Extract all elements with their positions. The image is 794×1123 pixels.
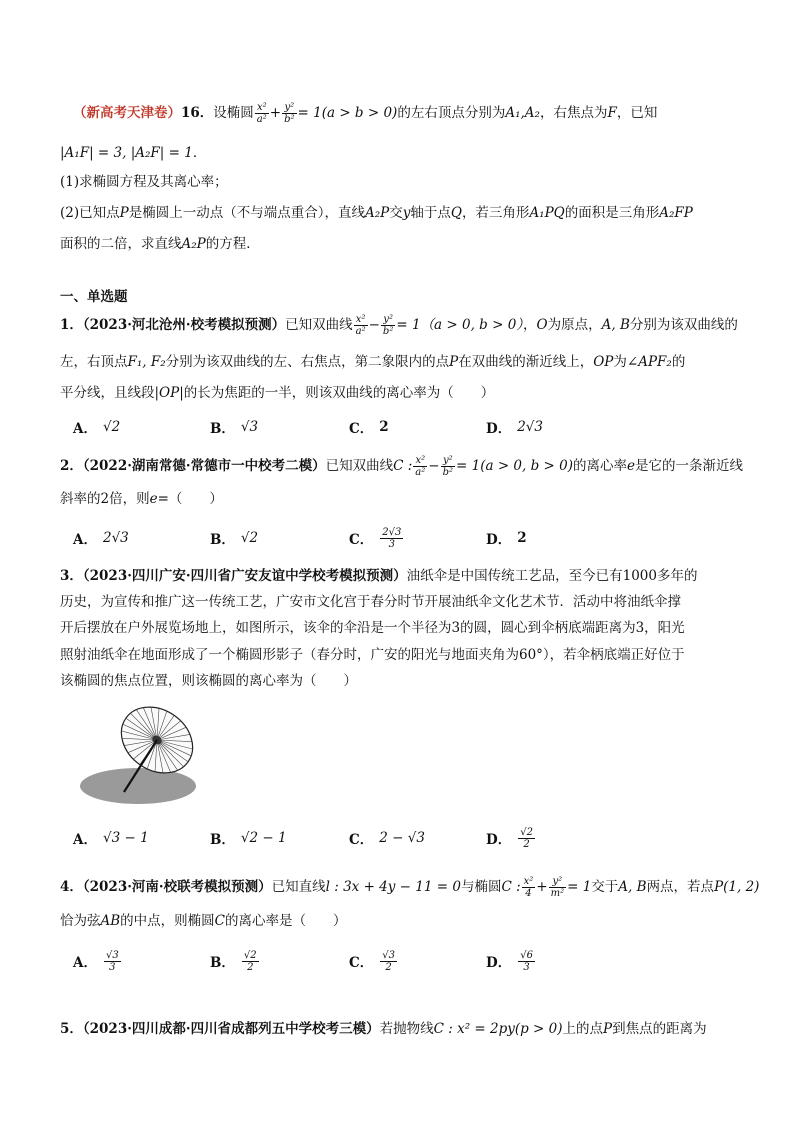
fraction-y2-b2 [441, 455, 455, 478]
q4-text: 与椭圆 [460, 879, 502, 895]
option-fraction [380, 527, 403, 550]
option-d[interactable] [486, 944, 536, 978]
option-value: √2 [240, 530, 259, 546]
q1-text: ， [523, 317, 537, 333]
equals-one: = 1 [567, 879, 592, 895]
chord-ab: AB [100, 913, 121, 929]
q1-text: 分别为该双曲线的左、右焦点，第二象限内的点 [165, 354, 450, 370]
frac-num: x² [413, 455, 427, 467]
frac-den: 2 [523, 838, 530, 850]
curve-c: C : [501, 879, 521, 895]
q1-condition: （a > 0, b > 0） [420, 317, 524, 333]
frac-num: √3 [382, 949, 395, 961]
option-fraction [518, 950, 535, 973]
frac-num: x² [523, 876, 534, 887]
option-label: B． [210, 532, 235, 548]
q2-text: 是它的一条渐近线 [635, 458, 743, 474]
q16-part2-line1 [60, 203, 720, 223]
q16-text: 的面积是三角形 [564, 205, 660, 221]
q16-text: 的方程． [205, 236, 260, 252]
point-q: Q [450, 205, 462, 221]
q1-line2 [60, 352, 720, 372]
option-fraction [242, 950, 259, 973]
curve-c: C : [393, 458, 413, 474]
q16-part1: (1)求椭圆方程及其离心率； [60, 174, 228, 190]
fraction-x2-a2 [255, 102, 269, 125]
frac-num: x² [354, 314, 368, 326]
option-label: D． [486, 532, 512, 548]
section-heading: 一、单选题 [60, 289, 128, 305]
q4-text: 两点，若点 [646, 879, 715, 895]
point-o: O [536, 317, 548, 333]
points-ab: A, B [601, 317, 630, 333]
q1-text: 已知双曲线 [285, 317, 353, 333]
q16-text: ，若三角形 [461, 205, 530, 221]
frac-den: 2 [385, 961, 392, 973]
q5-text: 若抛物线 [379, 1021, 434, 1037]
option-d[interactable] [486, 821, 536, 855]
option-d[interactable] [486, 521, 527, 555]
frac-num: √2 [243, 949, 257, 961]
q1-line3 [60, 383, 720, 403]
q16-text: ，右焦点为 [539, 105, 608, 121]
q1-text: 分别为该双曲线的 [629, 317, 738, 333]
frac-num: √6 [520, 949, 533, 961]
frac-den: b² [382, 326, 394, 337]
q1-text: 为 [613, 354, 627, 370]
option-b[interactable] [210, 410, 258, 444]
q2-line2 [60, 489, 720, 509]
point-p: P(1, 2) [714, 879, 760, 895]
q16-text: 是椭圆上一动点（不与端点重合），直线 [128, 205, 365, 221]
points-ab: A, B [618, 879, 647, 895]
q16-source: （新高考天津卷） [73, 105, 181, 121]
q4-line1 [60, 876, 760, 899]
q2-condition: (a > 0, b > 0) [480, 458, 573, 474]
option-value: 2 [379, 419, 389, 435]
q16-line2 [60, 143, 720, 163]
q1-text: 为原点， [547, 317, 602, 333]
fraction-x2-a2 [413, 455, 427, 478]
equals-one: = 1 [456, 458, 481, 474]
q2-line1 [60, 455, 743, 478]
frac-den: a² [415, 467, 426, 478]
point-p: P [449, 354, 459, 370]
q5-text: 上的点 [562, 1021, 604, 1037]
q4-head: 4．（2023·河南·校联考模拟预测） [60, 879, 272, 895]
option-value: √3 [240, 419, 259, 435]
option-value: √2 [102, 419, 121, 435]
q16-condition: (a > b > 0) [321, 105, 398, 121]
frac-num: y² [549, 876, 567, 888]
option-label: C． [349, 532, 374, 548]
option-value: 2 − √3 [379, 830, 425, 846]
option-b[interactable] [210, 821, 287, 855]
fraction-y2-m2 [549, 876, 567, 899]
q16-text: ，已知 [616, 105, 658, 121]
option-c[interactable] [349, 410, 389, 444]
q4-text: 交于 [591, 879, 619, 895]
frac-num: √3 [105, 949, 119, 961]
frac-num: y² [381, 314, 395, 326]
q16-focus: F [607, 105, 617, 121]
frac-num: y² [282, 102, 296, 114]
q1-text: 平分线，且线段 [60, 385, 155, 401]
angle-apf2: ∠APF₂ [626, 354, 672, 370]
q4-line2 [60, 911, 720, 931]
option-label: A． [73, 532, 97, 548]
option-a[interactable] [73, 944, 122, 978]
q4-text: 已知直线 [271, 879, 326, 895]
option-value: 2√3 [102, 530, 129, 546]
option-a[interactable] [73, 410, 120, 444]
q1-text: 在双曲线的渐近线上， [458, 354, 594, 370]
option-value: 2 [517, 530, 527, 546]
q5-line1 [60, 1019, 720, 1039]
q5-head: 5．（2023·四川成都·四川省成都列五中学校考三模） [60, 1021, 380, 1037]
eccentricity-e: e [627, 458, 635, 474]
option-fraction [380, 950, 397, 973]
q2-text: 的离心率 [573, 458, 627, 474]
option-value: √2 − 1 [240, 830, 287, 846]
point-p: P [119, 205, 129, 221]
frac-den: a² [355, 326, 366, 337]
umbrella-figure [72, 700, 212, 810]
q2-head: 2．（2022·湖南常德·常德市一中校考二模） [60, 458, 326, 474]
q16-line1 [73, 102, 733, 125]
fraction-x2-4 [522, 876, 536, 899]
q16-text: 的左右顶点分别为 [397, 105, 506, 121]
q16-text: ． [192, 145, 207, 161]
plus-sign: + [536, 879, 548, 895]
umbrella-shadow [80, 768, 196, 804]
frac-den: 4 [525, 888, 532, 899]
q2-options [73, 521, 733, 555]
option-label: C． [349, 955, 374, 971]
abs-op: |OP| [154, 385, 184, 401]
q1-line1 [60, 314, 738, 337]
option-a[interactable] [73, 821, 149, 855]
option-label: C． [349, 421, 374, 437]
q3-line5: 该椭圆的焦点位置，则该椭圆的离心率为（ ） [60, 673, 357, 689]
q16-text: 轴于点 [410, 205, 451, 221]
frac-den: 3 [109, 961, 116, 973]
line-a2p: A₂P [364, 205, 390, 221]
frac-den: 2 [247, 961, 254, 973]
option-label: A． [73, 832, 97, 848]
option-fraction [518, 827, 535, 850]
q3-line1 [60, 566, 720, 586]
option-value: √3 − 1 [102, 830, 149, 846]
q16-part2-line2 [60, 234, 720, 254]
minus-sign: − [368, 317, 380, 333]
q1-text: 左，右顶点 [60, 354, 128, 370]
option-label: B． [210, 955, 235, 971]
q3-line3: 开后摆放在户外展览场地上，如图所示，该伞的伞沿是一个半径为3的圆，圆心到伞柄底端距离为3，阳光 [60, 620, 685, 636]
q1-head: 1．（2023·河北沧州·校考模拟预测） [60, 317, 286, 333]
option-c[interactable] [349, 821, 425, 855]
q1-text: 的长为焦距的一半，则该双曲线的离心率为（ ） [183, 385, 495, 401]
equals-one: = 1 [396, 317, 421, 333]
frac-num: √2 [520, 826, 533, 838]
option-d[interactable] [486, 410, 543, 444]
frac-num: 2√3 [382, 526, 402, 538]
q4-options [73, 944, 733, 978]
q16-text: 面积的二倍，求直线 [60, 236, 182, 252]
q16-text: 交 [389, 205, 403, 221]
option-label: B． [210, 832, 235, 848]
triangle-a2fp: A₂FP [659, 205, 693, 221]
option-label: D． [486, 955, 512, 971]
fraction-y2-b2 [381, 314, 395, 337]
axis-y: y [402, 205, 411, 221]
option-value: 2√3 [517, 419, 543, 435]
option-c[interactable] [349, 521, 404, 555]
eccentricity-e: e [149, 491, 158, 507]
option-c[interactable] [349, 944, 398, 978]
plus-sign: + [269, 105, 282, 121]
minus-sign: − [428, 458, 440, 474]
frac-den: b² [284, 114, 295, 125]
frac-num: y² [441, 455, 455, 467]
q1-text: 的 [671, 354, 686, 370]
fraction-x2-a2 [354, 314, 368, 337]
q2-text: =（ ） [157, 491, 223, 507]
q5-text: 到焦点的距离为 [612, 1021, 707, 1037]
frac-den: 3 [388, 538, 395, 550]
segment-op: OP [593, 354, 614, 370]
option-label: A． [73, 955, 97, 971]
q3-line4: 照射油纸伞在地面形成了一个椭圆形影子（春分时，广安的阳光与地面夹角为60°），若伞柄底端正好位于 [60, 647, 685, 663]
option-label: C． [349, 832, 374, 848]
q2-text: 斜率的2倍，则 [60, 491, 150, 507]
triangle-a1pq: A₁PQ [529, 205, 565, 221]
fraction-y2-b2 [282, 102, 296, 125]
q16-text: 设椭圆 [213, 105, 254, 121]
q4-text: 的中点，则椭圆 [120, 913, 215, 929]
q4-text: 的离心率是（ ） [225, 913, 347, 929]
frac-den: 3 [523, 961, 530, 973]
option-label: D． [486, 421, 512, 437]
frac-num: x² [255, 102, 269, 114]
curve-c: C [214, 913, 226, 929]
q16-vertices: A₁,A₂ [505, 105, 540, 121]
q3-text: 油纸伞是中国传统工艺品，至今已有1000多年的 [406, 568, 698, 584]
line-a2p: A₂P [181, 236, 206, 252]
option-label: A． [73, 421, 97, 437]
line-l: l : 3x + 4y − 11 = 0 [325, 879, 461, 895]
foci: F₁, F₂ [127, 354, 166, 370]
q2-text: 已知双曲线 [325, 458, 394, 474]
q3-options [73, 821, 733, 855]
q1-options [73, 410, 733, 444]
option-fraction [104, 950, 121, 973]
q3-head: 3．（2023·四川广安·四川省广安友谊中学校考模拟预测） [60, 568, 407, 584]
q16-given: |A₁F| = 3, |A₂F| = 1 [60, 145, 193, 161]
option-label: B． [210, 421, 235, 437]
option-b[interactable] [210, 521, 258, 555]
q4-text: 恰为弦 [60, 913, 101, 929]
point-p: P [603, 1021, 613, 1037]
option-a[interactable] [73, 521, 129, 555]
q16-text: (2)已知点 [60, 205, 120, 221]
equals-one: = 1 [297, 105, 322, 121]
q3-line2: 历史，为宣传和推广这一传统工艺，广安市文化宫于春分时节开展油纸伞文化艺术节．活动中将油纸伞撑 [60, 594, 681, 610]
frac-den: m² [550, 888, 565, 899]
parabola-eq: C : x² = 2py(p > 0) [433, 1021, 563, 1037]
q16-number: 16． [181, 105, 214, 121]
frac-den: a² [256, 114, 267, 125]
frac-den: b² [442, 467, 454, 478]
option-label: D． [486, 832, 512, 848]
option-b[interactable] [210, 944, 260, 978]
